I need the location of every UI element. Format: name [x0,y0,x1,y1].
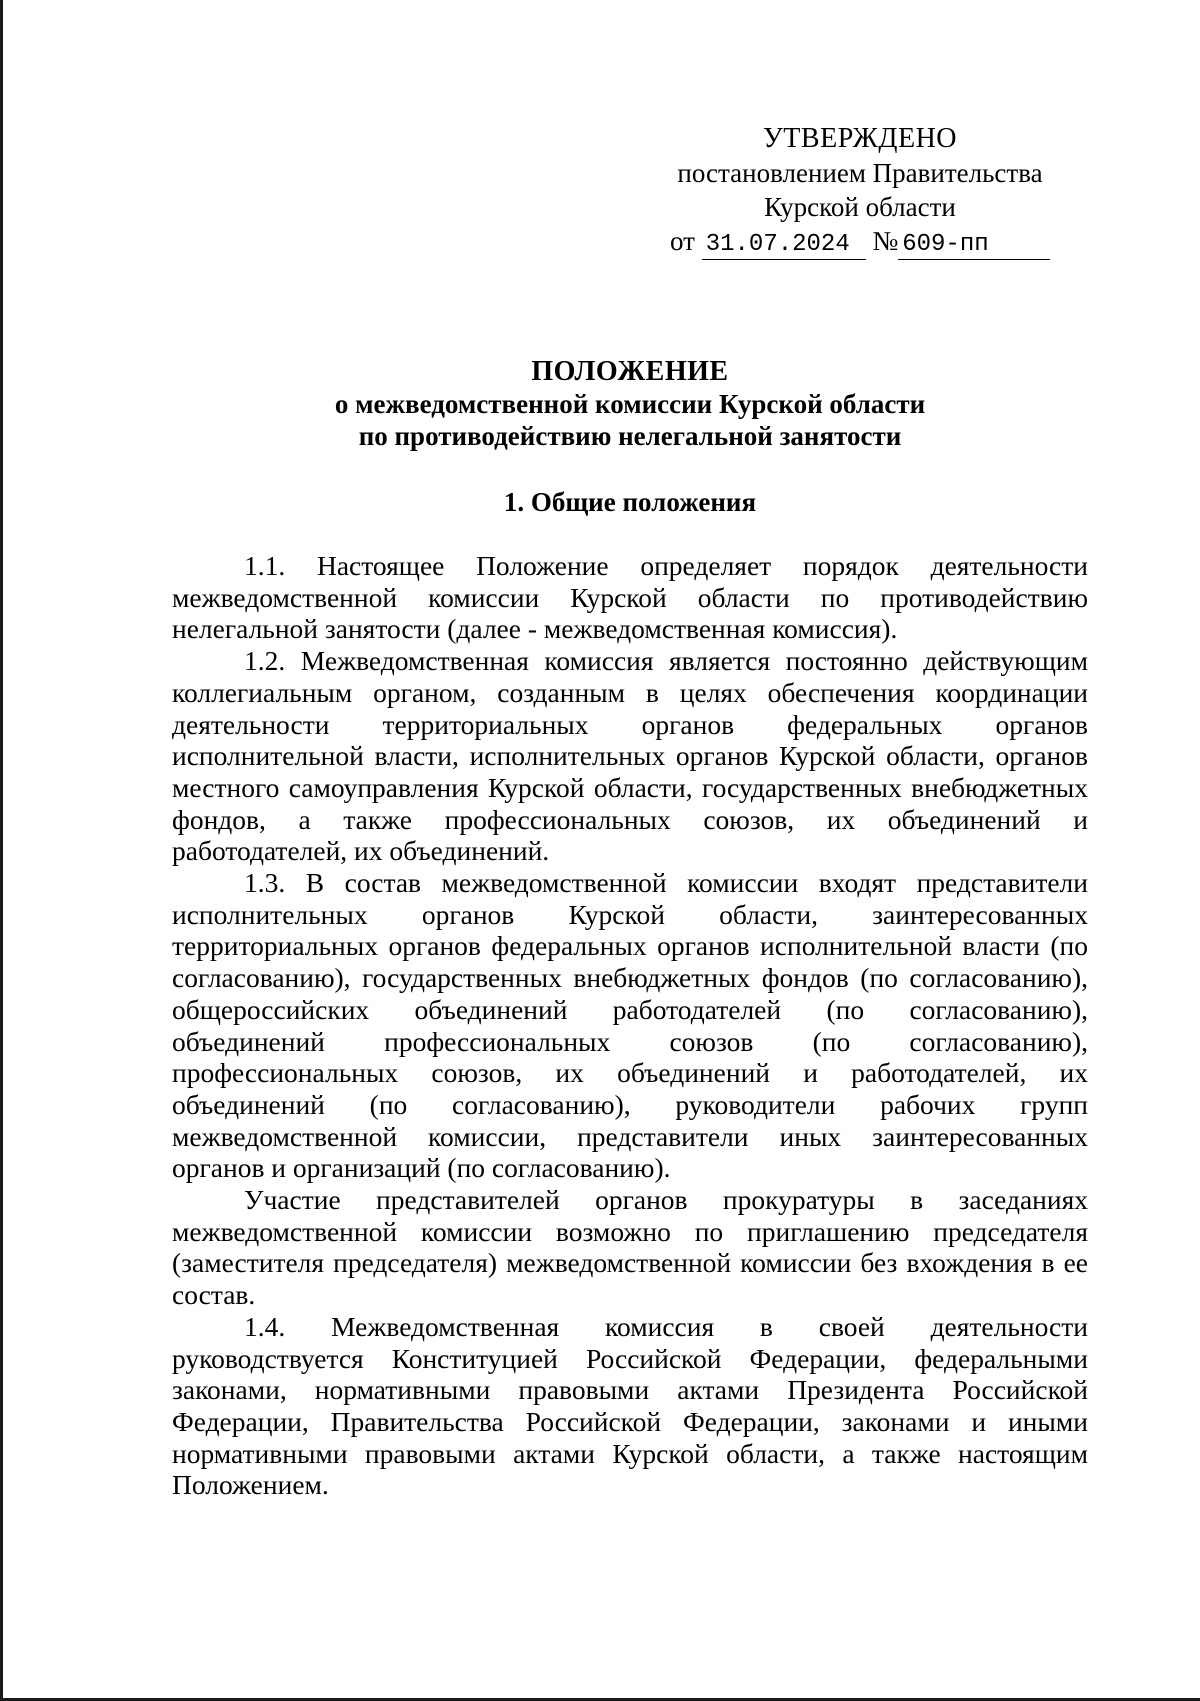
section-title: 1. Общие положения [503,487,757,517]
date-prefix: от [670,226,695,256]
document-subtitle-line-1: о межведомственной комиссии Курской области [334,389,926,419]
number-prefix: № [872,226,899,256]
document-heading [130,356,1130,452]
scan-edge-left [0,0,3,1701]
section-body [172,550,1088,1501]
document-subtitle-line-2: по противодействию нелегальной занятости [358,421,902,451]
paragraph: 1.1. Настоящее Положение определяет порядок деятельности межведомственной комиссии Курской области по противодействию нелегальной занятости (далее - межведомственная комиссия). [172,550,1088,645]
paragraph: Участие представителей органов прокуратуры в заседаниях межведомственной комиссии возможно по приглашению председателя (заместителя председателя) межведомственной комиссии без вхождения в ее состав. [172,1184,1088,1311]
approval-line-1: постановлением Правительства [677,158,1043,188]
paragraph: 1.3. В состав межведомственной комиссии входят представители исполнительных органов Курской области, заинтересованных территориальных органов федеральных органов исполнительной власти (по согласованию), государственных внебюджетных фондов (по согласованию), общероссийских объединений работодателей (по согласованию), объединений профессиональных союзов (по согласованию), профессиональных союзов, их объединений и работодателей, их объединений (по согласованию), руководители рабочих групп межведомственной комиссии, представители иных заинтересованных органов и организаций (по согласованию). [172,867,1088,1184]
date-value: 31.07.2024 [702,231,866,260]
number-value: 609-пп [898,231,1050,260]
paragraph: 1.2. Межведомственная комиссия является постоянно действующим коллегиальным органом, созданным в целях обеспечения координации деятельности территориальных органов федеральных органов исполнительной власти, исполнительных органов Курской области, органов местного самоуправления Курской области, государственных внебюджетных фондов, а также профессиональных союзов, их объединений и работодателей, их объединений. [172,645,1088,867]
approval-title: УТВЕРЖДЕНО [762,123,958,154]
paragraph: 1.4. Межведомственная комиссия в своей деятельности руководствуется Конституцией Российской Федерации, федеральными законами, нормативными правовыми актами Президента Российской Федерации, Правительства Российской Федерации, законами и иными нормативными правовыми актами Курской области, а также настоящим Положением. [172,1310,1088,1501]
approval-line-2: Курской области [764,192,956,222]
approval-date-line [660,224,1060,260]
document-title: ПОЛОЖЕНИЕ [531,356,729,387]
approval-block [660,122,1060,260]
